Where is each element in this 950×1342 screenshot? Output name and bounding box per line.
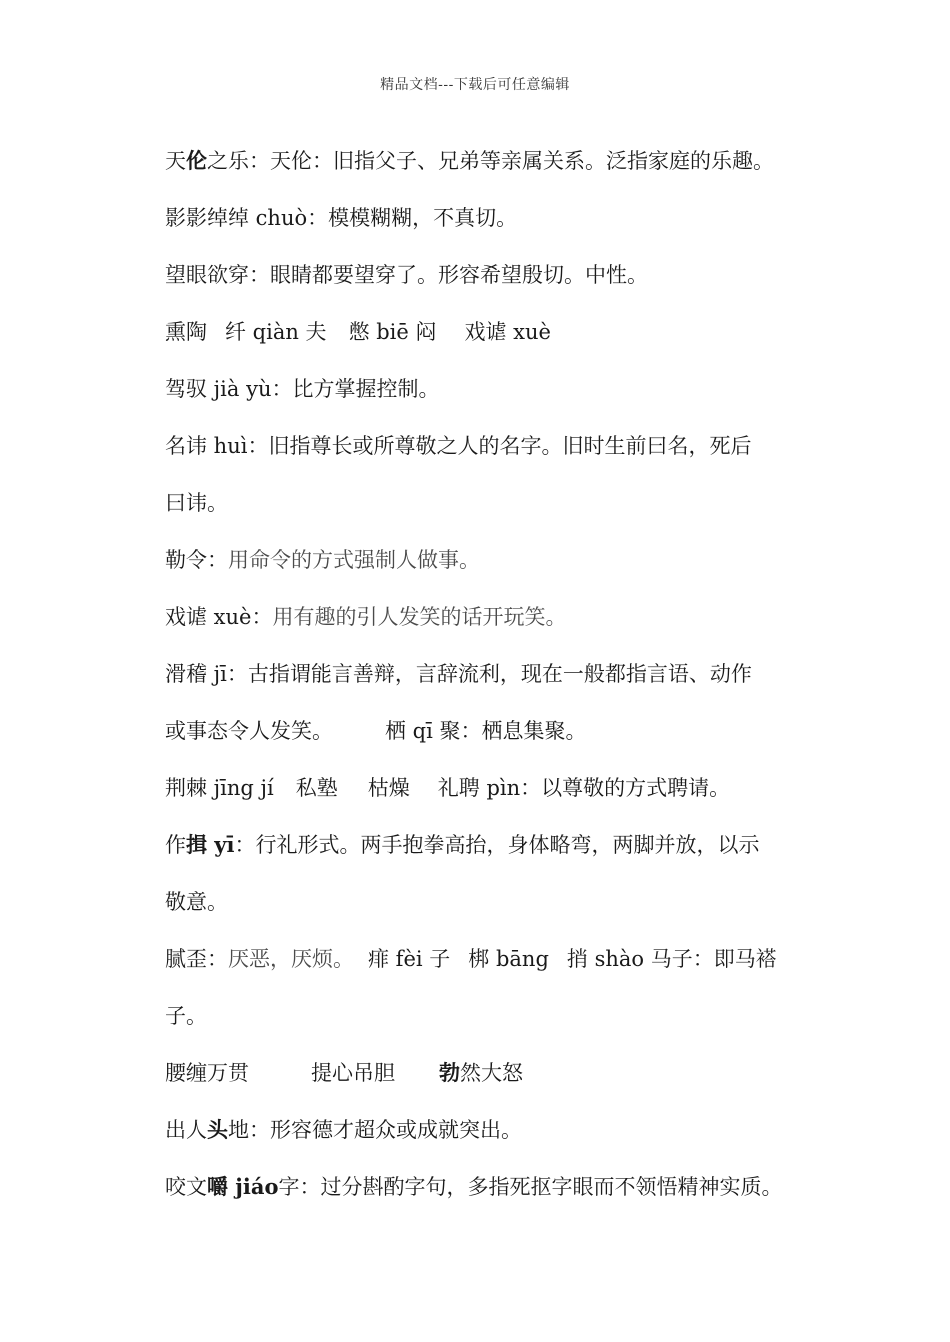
text: 提心吊胆	[311, 1061, 395, 1085]
text: 影影绰绰 chuò：模模糊糊，不真切。	[165, 206, 518, 230]
text: 子。	[165, 1004, 207, 1028]
text: 字：过分斟酌字句，多指死抠字眼而不领悟精神实质。	[278, 1175, 783, 1199]
text: ：行礼形式。两手抱拳高抬，身体略弯，两脚并放，以示	[234, 833, 760, 857]
text: 厌恶，厌烦。	[228, 947, 354, 971]
text: 地：形容德才超众或成就突出。	[228, 1118, 522, 1142]
entry-line	[165, 545, 480, 575]
entry-line	[165, 431, 751, 461]
entry-line	[165, 716, 587, 746]
entry-line	[165, 146, 774, 176]
entry-line	[165, 602, 566, 632]
entry-line	[165, 374, 440, 404]
entry-line	[165, 1172, 783, 1202]
text: 纤 qiàn 夫	[225, 320, 327, 344]
text: 枯燥	[367, 776, 410, 800]
bold-text: 头	[207, 1117, 228, 1142]
entry-line	[165, 1001, 207, 1031]
entry-line	[165, 944, 777, 974]
text: 礼聘 pìn：以尊敬的方式聘请。	[437, 776, 731, 800]
text: 戏谑 xuè	[464, 320, 551, 344]
bold-text: 嚼 jiáo	[207, 1174, 279, 1199]
text: 天	[165, 149, 186, 173]
text: 熏陶	[165, 320, 207, 344]
text: 出人	[165, 1118, 207, 1142]
bold-text: 伦	[186, 148, 207, 173]
text: 望眼欲穿：眼睛都要望穿了。形容希望殷切。中性。	[165, 263, 648, 287]
entry-line	[165, 887, 228, 917]
text: 私塾	[295, 776, 338, 800]
text: 戏谑 xuè：	[165, 605, 273, 629]
entry-line	[165, 260, 648, 290]
text: 捎 shào 马子：即马褡	[566, 947, 777, 971]
text: 之乐：天伦：旧指父子、兄弟等亲属关系。泛指家庭的乐趣。	[207, 149, 774, 173]
text: 名讳 huì：旧指尊长或所尊敬之人的名字。旧时生前曰名，死后	[165, 434, 752, 458]
bold-text: 揖 yī	[186, 832, 235, 857]
text: 梆 bāng	[468, 947, 549, 971]
text: 用命令的方式强制人做事。	[228, 548, 480, 572]
text: 用有趣的引人发笑的话开玩笑。	[272, 605, 567, 629]
entry-line	[165, 773, 730, 803]
text: 然大怒	[460, 1061, 523, 1085]
entry-line	[165, 1058, 523, 1088]
text: 腻歪：	[165, 947, 228, 971]
text: 滑稽 jī：古指谓能言善辩，言辞流利，现在一般都指言语、动作	[165, 662, 752, 686]
text: 驾驭 jià yù：比方掌握控制。	[165, 377, 440, 401]
entry-line	[165, 317, 551, 347]
page-header: 精品文档---下载后可任意编辑	[380, 77, 570, 93]
text: 咬文	[165, 1175, 207, 1199]
entry-line	[165, 203, 517, 233]
text: 腰缠万贯	[165, 1061, 249, 1085]
text: 曰讳。	[165, 491, 228, 515]
text: 作	[165, 833, 186, 857]
text: 荆棘 jīng jí	[165, 776, 274, 800]
text: 痱 fèi 子	[368, 947, 451, 971]
text: 憋 biē 闷	[348, 320, 437, 344]
text: 敬意。	[165, 890, 228, 914]
entry-line	[165, 1115, 522, 1145]
text: 勒令：	[165, 548, 228, 572]
entry-line	[165, 659, 752, 689]
bold-text: 勃	[439, 1060, 460, 1085]
entry-line	[165, 488, 228, 518]
entry-line	[165, 830, 760, 860]
text: 栖 qī 聚：栖息集聚。	[385, 719, 587, 743]
text: 或事态令人发笑。	[165, 719, 333, 743]
